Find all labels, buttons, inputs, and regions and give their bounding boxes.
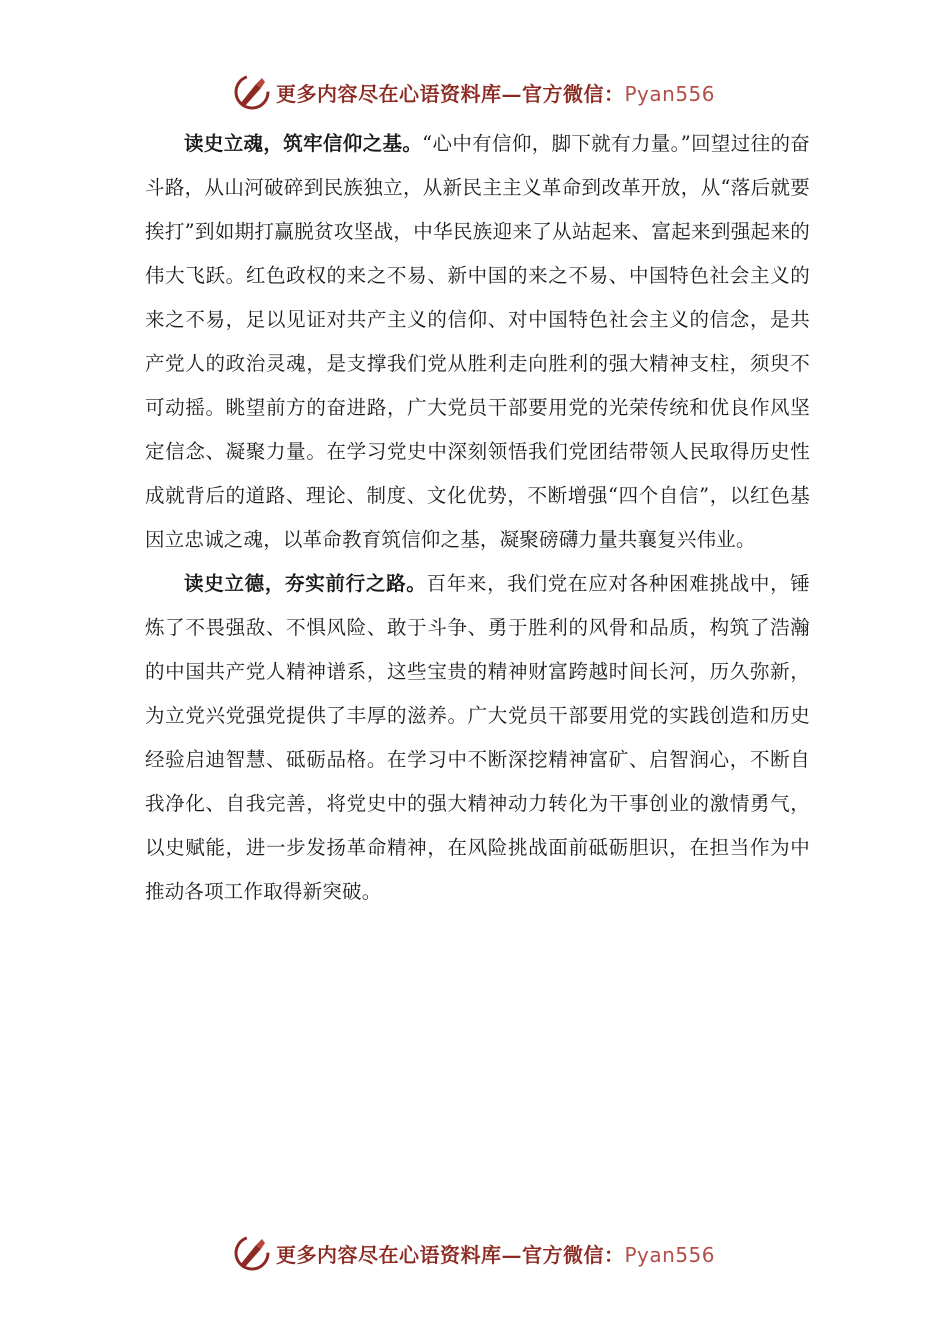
footer-banner	[232, 1233, 715, 1273]
paragraph-1-text: “心中有信仰，脚下就有力量。”回望过往的奋斗路，从山河破碎到民族独立，从新民主主义革命到改革开放，从“落后就要挨打”到如期打赢脱贫攻坚战，中华民族迎来了从站起来、富起来到强起来的伟大飞跃。红色政权的来之不易、新中国的来之不易、中国特色社会主义的来之不易，足以见证对共产主义的信仰、对中国特色社会主义的信念，是共产党人的政治灵魂，是支撑我们党从胜利走向胜利的强大精神支柱，须臾不可动摇。眺望前方的奋进路，广大党员干部要用党的光荣传统和优良作风坚定信念、凝聚力量。在学习党史中深刻领悟我们党团结带领人民取得历史性成就背后的道路、理论、制度、文化优势，不断增强“四个自信”，以红色基因立忠诚之魂，以革命教育筑信仰之基，凝聚磅礴力量共襄复兴伟业。	[145, 132, 810, 551]
pen-logo-icon	[232, 1233, 272, 1273]
header-banner	[232, 72, 715, 112]
paragraph-2	[145, 562, 810, 914]
pen-logo-icon	[232, 72, 272, 112]
paragraph-2-lead: 读史立德，夯实前行之路。	[184, 572, 427, 595]
paragraph-2-text: 百年来，我们党在应对各种困难挑战中，锤炼了不畏强敌、不惧风险、敢于斗争、勇于胜利的风骨和品质，构筑了浩瀚的中国共产党人精神谱系，这些宝贵的精神财富跨越时间长河，历久弥新，为立党兴党强党提供了丰厚的滋养。广大党员干部要用党的实践创造和历史经验启迪智慧、砥砺品格。在学习中不断深挖精神富矿、启智润心，不断自我净化、自我完善，将党史中的强大精神动力转化为干事创业的激情勇气，以史赋能，进一步发扬革命精神，在风险挑战面前砥砺胆识，在担当作为中推动各项工作取得新突破。	[145, 572, 810, 903]
paragraph-1	[145, 122, 810, 562]
document-body	[145, 122, 810, 914]
wechat-id: Pyan556	[624, 1242, 716, 1267]
banner-text: 更多内容尽在心语资料库—官方微信：Pyan556	[276, 1242, 716, 1267]
banner-text: 更多内容尽在心语资料库—官方微信：Pyan556	[276, 81, 716, 106]
paragraph-1-lead: 读史立魂，筑牢信仰之基。	[184, 132, 423, 155]
wechat-id: Pyan556	[624, 81, 716, 106]
